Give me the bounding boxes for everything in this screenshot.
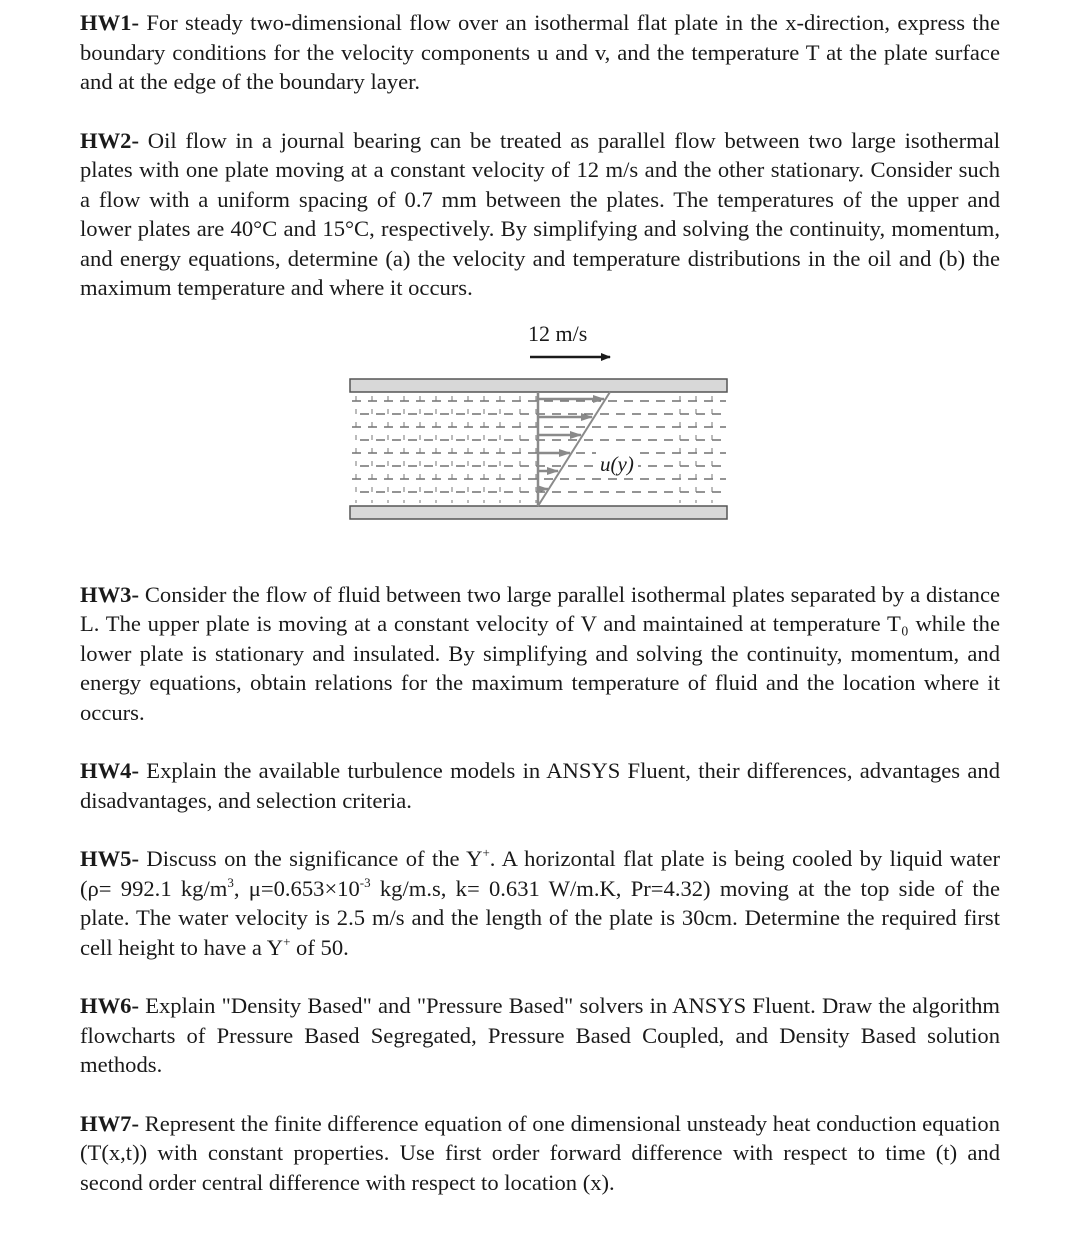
problem-label: HW1- <box>80 10 139 35</box>
problem-text: For steady two-dimensional flow over an isothermal flat plate in the x-direction, express the boundary conditions for the velocity components u and v, and the temperature T at the plate surface and at the edge of the boundary layer. <box>80 10 1000 94</box>
problem-label: HW2- <box>80 127 139 153</box>
problem-text: , μ=0.653×10 <box>233 875 360 901</box>
problem-hw7 <box>80 1109 1000 1198</box>
problem-hw6 <box>80 991 1000 1080</box>
fluid-hatching <box>356 396 712 503</box>
profile-envelope-line <box>538 392 610 506</box>
problem-text: Discuss on the significance of the Y <box>146 846 483 871</box>
problem-label: HW5- <box>80 846 139 871</box>
superscript: + <box>283 933 291 949</box>
velocity-profile-arrows <box>538 399 604 489</box>
problem-text: of 50. <box>290 934 349 960</box>
problem-text: Explain the available turbulence models in ANSYS Fluent, their differences, advantages and disadvantages, and selection criteria. <box>80 758 1000 813</box>
problem-text: Explain "Density Based" and "Pressure Based" solvers in ANSYS Fluent. Draw the algorithm flowcharts of Pressure Based Segregated, Pressure Based Coupled, and Density Based solution methods. <box>80 993 1001 1077</box>
homework-page <box>80 8 1000 1197</box>
problem-text: Oil flow in a journal bearing can be treated as parallel flow between two large isothermal plates with one plate moving at a constant velocity of 12 m/s and the other stationary. Consider such a flow with a uniform spacing of 0.7 mm between the plates. The temperatures of the upper and lower plates are 40°C and 15°C, respectively. By simplifying and solving the continuity, momentum, and energy equations, determine (a) the velocity and temperature distributions in the oil and (b) the maximum temperature and where it occurs. <box>80 127 1000 300</box>
problem-text: . A horizontal flat plate is being cooled by liquid water (ρ= 992.1 kg/m <box>80 846 1000 901</box>
problem-hw2 <box>80 126 1000 303</box>
superscript: -3 <box>359 874 371 890</box>
problem-text: Represent the finite difference equation of one dimensional unsteady heat conduction equation (T(x,t)) with constant properties. Use first order forward difference with respect to time (t) and second order central difference with respect to location (x). <box>80 1110 1000 1195</box>
velocity-profile-label: u(y) <box>596 451 638 477</box>
couette-flow-figure <box>80 321 1000 559</box>
problem-label: HW7- <box>80 1110 139 1136</box>
problem-label: HW6- <box>80 993 139 1018</box>
problem-hw1 <box>80 8 1000 97</box>
problem-hw5 <box>80 844 1000 962</box>
problem-text: Consider the flow of fluid between two large parallel isothermal plates separated by a distance L. The upper plate is moving at a constant velocity of V and maintained at temperature T₀ while the lower plate is stationary and insulated. By simplifying and solving the continuity, momentum, and energy equations, obtain relations for the maximum temperature of fluid and the location where it occurs. <box>80 581 1000 725</box>
upper-plate <box>350 379 727 392</box>
problem-hw3 <box>80 580 1000 728</box>
problem-label: HW4- <box>80 758 139 783</box>
superscript: 3 <box>227 874 234 890</box>
couette-flow-diagram <box>80 321 1000 559</box>
problem-hw4 <box>80 756 1000 815</box>
lower-plate <box>350 506 727 519</box>
problem-text: kg/m.s, k= 0.631 W/m.K, Pr=4.32) moving at the top side of the plate. The water velocity is 2.5 m/s and the length of the plate is 30cm. Determine the required first cell height to have a Y <box>80 875 1001 960</box>
problem-label: HW3- <box>80 581 139 607</box>
plate-speed-label: 12 m/s <box>528 320 588 346</box>
superscript: + <box>482 845 490 860</box>
